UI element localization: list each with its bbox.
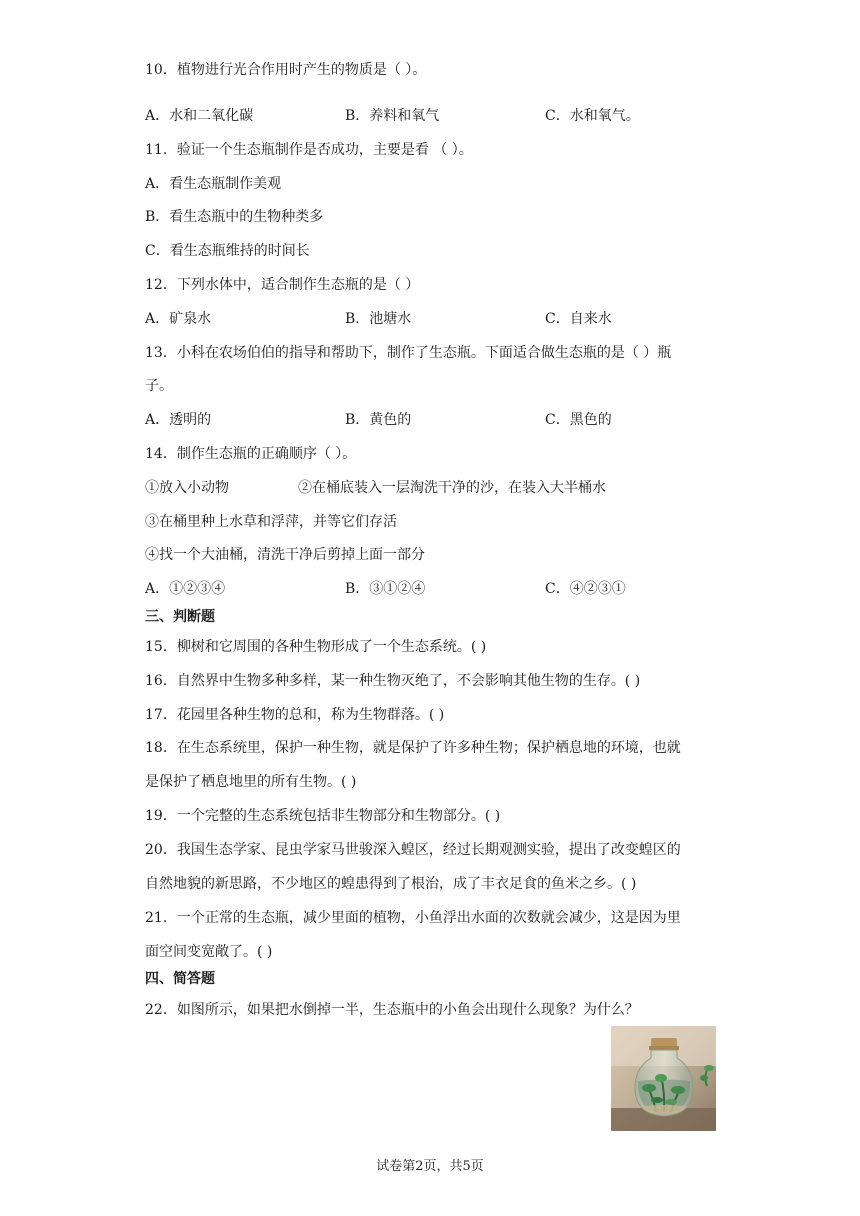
question-21-line1: 21．一个正常的生态瓶，减少里面的植物，小鱼浮出水面的次数就会减少，这是因为里 xyxy=(145,910,681,926)
question-11-option-c: C．看生态瓶维持的时间长 xyxy=(145,243,310,259)
question-10-option-b: B．养料和氧气 xyxy=(345,108,440,124)
question-14-options xyxy=(145,579,745,599)
ecological-bottle-photo xyxy=(611,1026,716,1131)
question-13-stem-line2: 子。 xyxy=(145,378,173,394)
question-13-stem-line1: 13．小科在农场伯伯的指导和帮助下，制作了生态瓶。下面适合做生态瓶的是（ ）瓶 xyxy=(145,345,672,361)
question-14-option-a: A．①②③④ xyxy=(145,581,226,597)
question-14-step-4: ④找一个大油桶，清洗干净后剪掉上面一部分 xyxy=(145,547,425,563)
question-13-options xyxy=(145,410,745,430)
question-12-stem: 12．下列水体中，适合制作生态瓶的是（ ） xyxy=(145,277,420,293)
question-11-option-b: B．看生态瓶中的生物种类多 xyxy=(145,209,324,225)
question-10-option-a: A．水和二氧化碳 xyxy=(145,108,254,124)
question-22: 22．如图所示，如果把水倒掉一半，生态瓶中的小鱼会出现什么现象？为什么？ xyxy=(145,1002,639,1018)
question-18-line1: 18．在生态系统里，保护一种生物，就是保护了许多种生物；保护栖息地的环境，也就 xyxy=(145,740,681,756)
question-14-stem: 14．制作生态瓶的正确顺序（ ）。 xyxy=(145,446,357,462)
section-heading-short-answer: 四、简答题 xyxy=(145,971,215,987)
question-20-line2: 自然地貌的新思路，不少地区的蝗患得到了根治，成了丰衣足食的鱼米之乡。( ) xyxy=(145,876,637,892)
question-14-option-b: B．③①②④ xyxy=(345,581,426,597)
question-11-option-a: A．看生态瓶制作美观 xyxy=(145,176,282,192)
question-10-options xyxy=(145,106,745,126)
section-heading-true-false: 三、判断题 xyxy=(145,609,215,625)
question-19: 19．一个完整的生态系统包括非生物部分和生物部分。( ) xyxy=(145,808,501,824)
question-12-options xyxy=(145,309,745,329)
question-13-option-b: B．黄色的 xyxy=(345,412,412,428)
question-14-step-2: ②在桶底装入一层淘洗干净的沙，在装入大半桶水 xyxy=(298,480,606,496)
question-20-line1: 20．我国生态学家、昆虫学家马世骏深入蝗区，经过长期观测实验，提出了改变蝗区的 xyxy=(145,842,681,858)
question-12-option-a: A．矿泉水 xyxy=(145,311,212,327)
question-14-option-c: C．④②③① xyxy=(545,581,626,597)
question-16: 16．自然界中生物多种多样，某一种生物灭绝了，不会影响其他生物的生存。( ) xyxy=(145,673,641,689)
question-14-step-1: ①放入小动物 xyxy=(145,480,229,496)
page-footer: 试卷第2页，共5页 xyxy=(376,1159,484,1174)
question-15: 15．柳树和它周围的各种生物形成了一个生态系统。( ) xyxy=(145,639,487,655)
question-12-option-b: B．池塘水 xyxy=(345,311,412,327)
question-13-option-c: C．黑色的 xyxy=(545,412,612,428)
question-12-option-c: C．自来水 xyxy=(545,311,612,327)
question-10-stem: 10．植物进行光合作用时产生的物质是（ ）。 xyxy=(145,62,427,78)
question-10-option-c: C．水和氧气。 xyxy=(545,108,640,124)
question-18-line2: 是保护了栖息地里的所有生物。( ) xyxy=(145,774,357,790)
question-14-step-3: ③在桶里种上水草和浮萍，并等它们存活 xyxy=(145,514,397,530)
question-21-line2: 面空间变宽敞了。( ) xyxy=(145,944,273,960)
question-17: 17．花园里各种生物的总和，称为生物群落。( ) xyxy=(145,707,445,723)
question-11-stem: 11．验证一个生态瓶制作是否成功，主要是看 （ ）。 xyxy=(145,142,473,158)
question-13-option-a: A．透明的 xyxy=(145,412,212,428)
